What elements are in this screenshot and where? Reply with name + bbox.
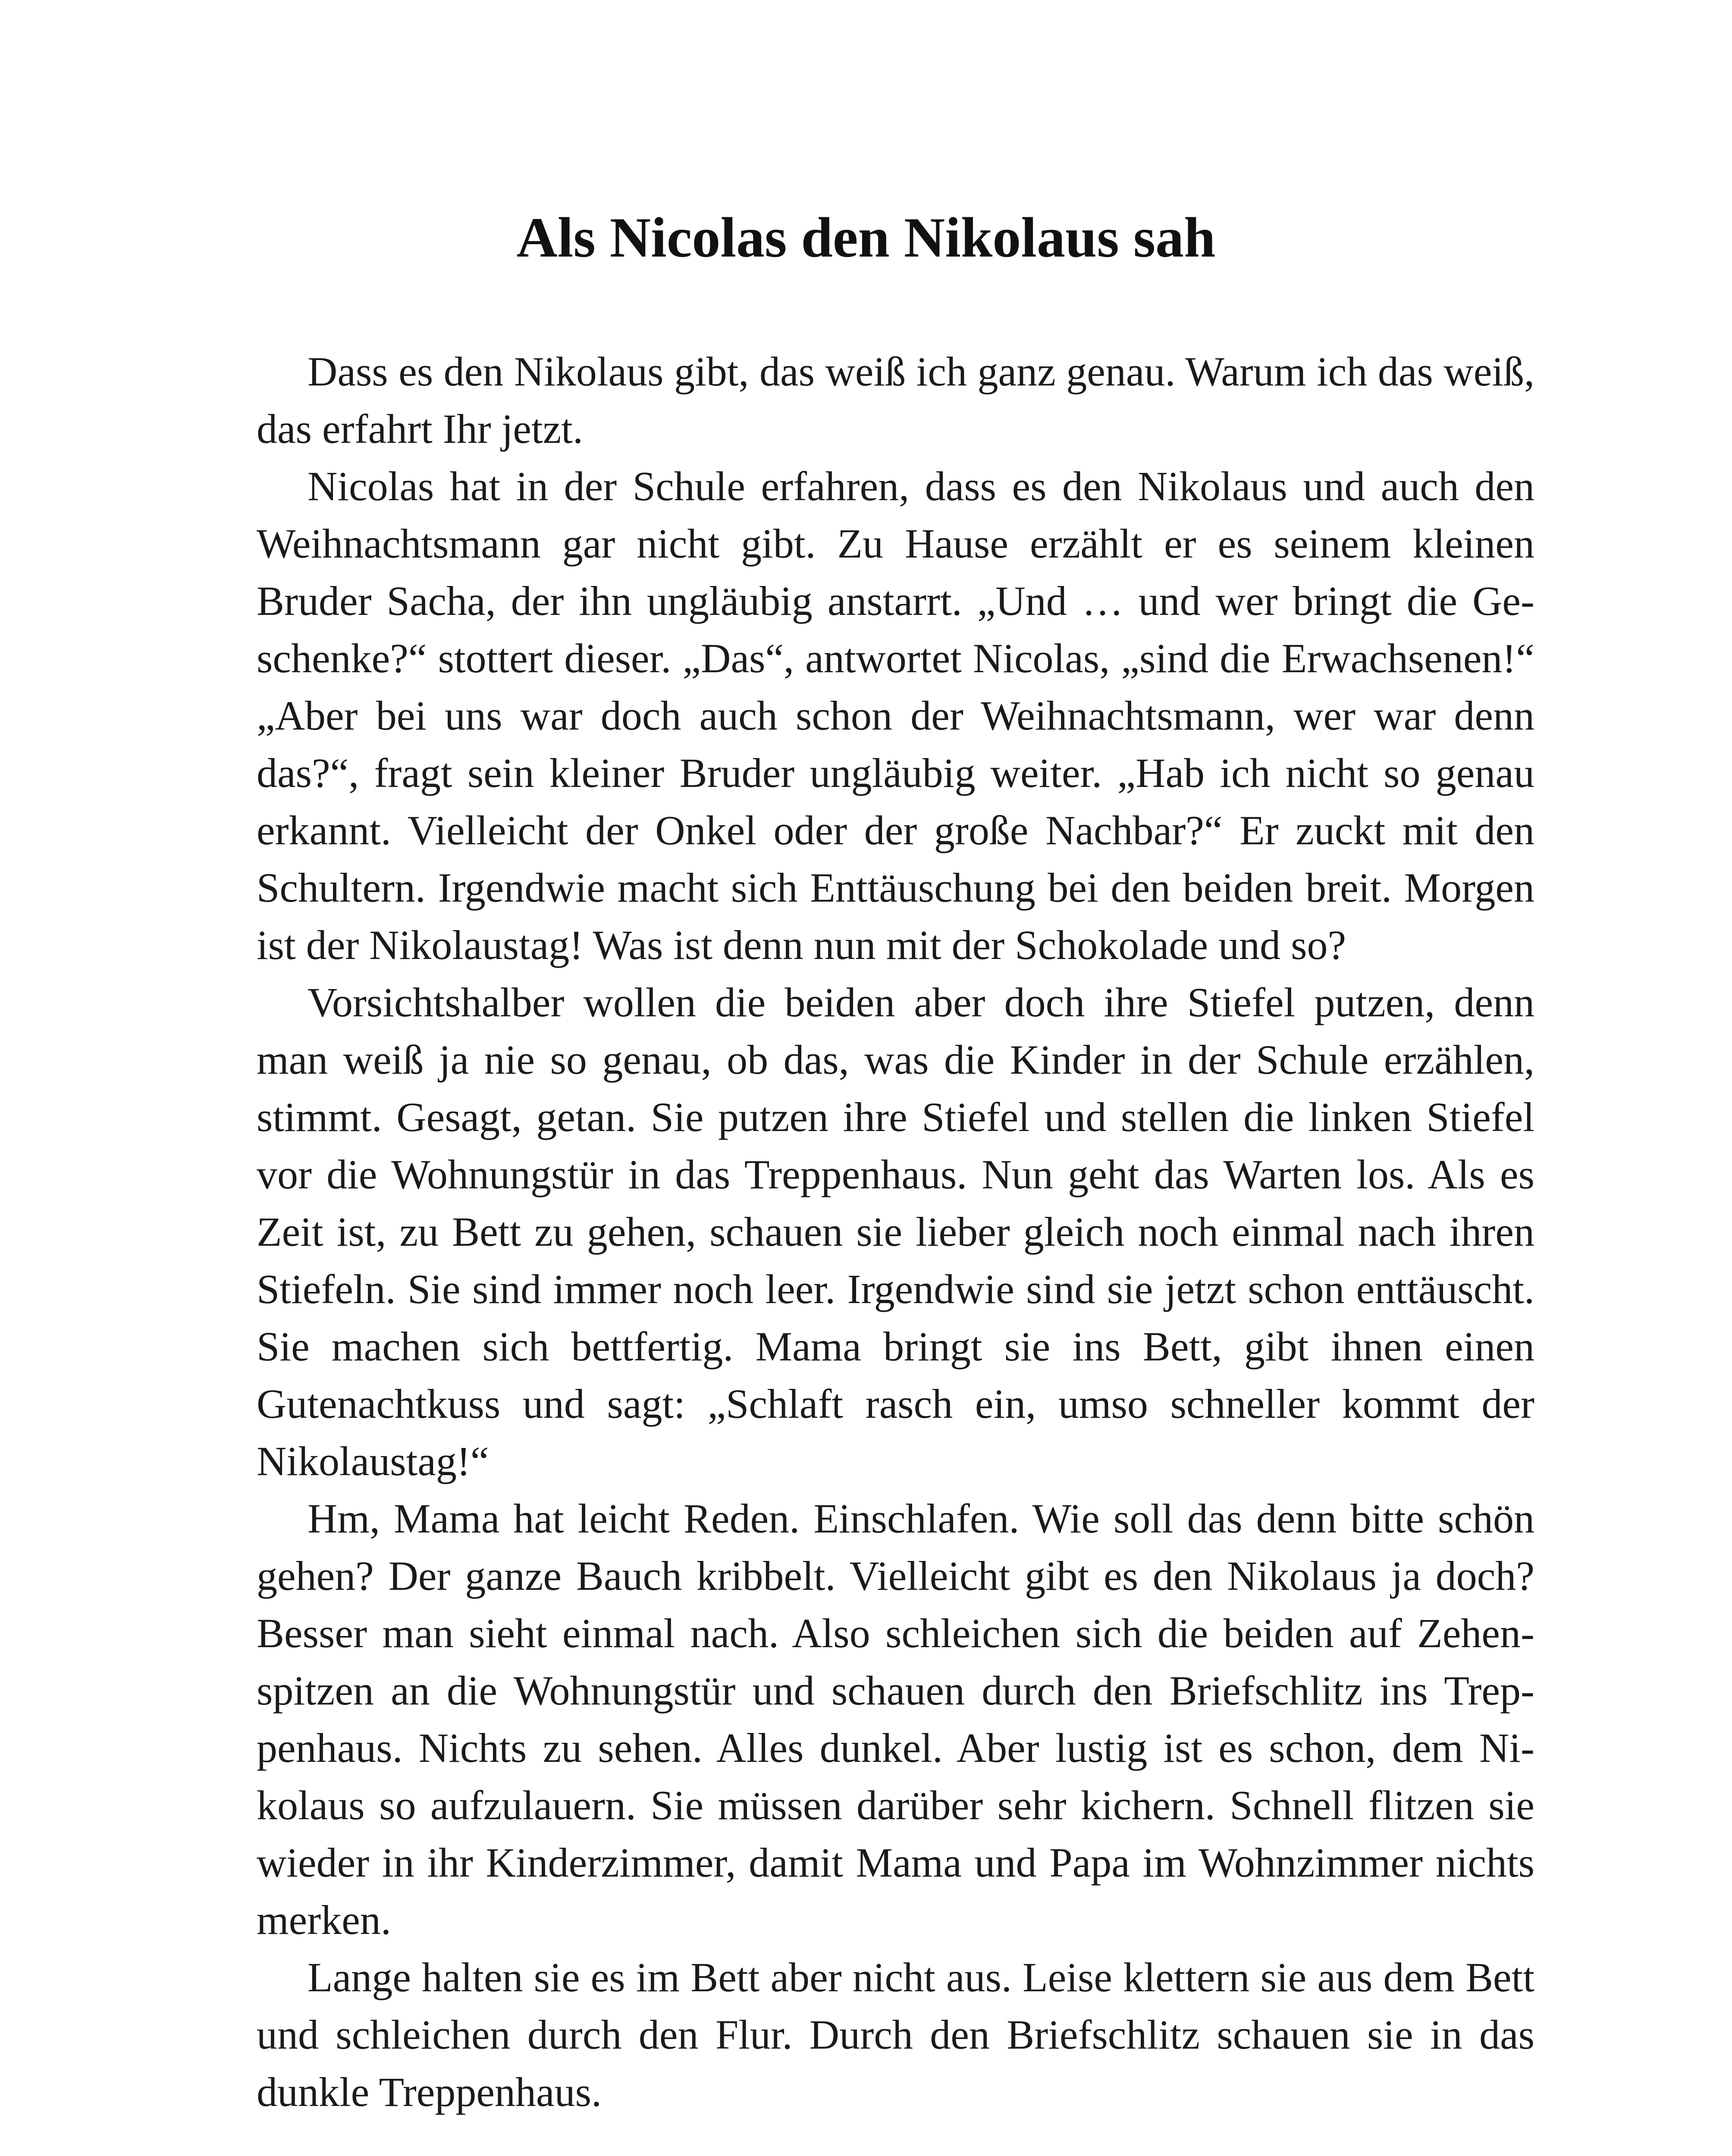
chapter-title: Als Nicolas den Nikolaus sah (516, 206, 1216, 269)
paragraph: Lange halten sie es im Bett aber nicht aus. Leise klettern sie aus dem Bett und schleichen durch den Flur. Durch den Briefschlitz schauen sie in das dunkle Treppenhaus. (257, 1954, 1534, 2115)
chapter-body (257, 343, 1534, 2121)
paragraph: Hm, Mama hat leicht Reden. Einschlafen. Wie soll das denn bitte schön gehen? Der ganze Bauch kribbelt. Vielleicht gibt es den Nikolaus ja doch? Besser man sieht einmal nach. Also schleichen sich die beiden auf Zehenspitzen an die Wohnungstür und schauen durch den Briefschlitz ins Treppenhaus. Nichts zu sehen. Alles dunkel. Aber lustig ist es schon, dem Nikolaus so aufzulauern. Sie müssen darüber sehr kichern. Schnell flitzen sie wieder in ihr Kinderzimmer, damit Mama und Papa im Wohnzimmer nichts merken. (257, 1495, 1534, 1943)
paragraph: Nicolas hat in der Schule erfahren, dass es den Nikolaus und auch den Weihnachtsmann gar nicht gibt. Zu Hause erzählt er es seinem kleinen Bruder Sacha, der ihn ungläubig anstarrt. „Und … und wer bringt die Geschenke?“ stottert dieser. „Das“, antwortet Nicolas, „sind die Erwachsenen!“ „Aber bei uns war doch auch schon der Weihnachtsmann, wer war denn das?“, fragt sein kleiner Bruder ungläubig weiter. „Hab ich nicht so genau erkannt. Vielleicht der Onkel oder der große Nachbar?“ Er zuckt mit den Schultern. Irgendwie macht sich Enttäuschung bei den beiden breit. Morgen ist der Nikolaustag! Was ist denn nun mit der Schokolade und so? (257, 463, 1534, 968)
paragraph: Vorsichtshalber wollen die beiden aber doch ihre Stiefel putzen, denn man weiß ja nie so genau, ob das, was die Kinder in der Schule erzählen, stimmt. Gesagt, getan. Sie putzen ihre Stiefel und stellen die linken Stiefel vor die Wohnungstür in das Treppenhaus. Nun geht das Warten los. Als es Zeit ist, zu Bett zu gehen, schauen sie lieber gleich noch einmal nach ihren Stiefeln. Sie sind immer noch leer. Irgendwie sind sie jetzt schon enttäuscht. Sie machen sich bettfertig. Mama bringt sie ins Bett, gibt ihnen einen Gutenachtkuss und sagt: „Schlaft rasch ein, umso schneller kommt der Nikolaustag!“ (257, 979, 1534, 1484)
paragraph: Dass es den Nikolaus gibt, das weiß ich ganz genau. Warum ich das weiß, das erfahrt Ihr jetzt. (257, 348, 1534, 452)
